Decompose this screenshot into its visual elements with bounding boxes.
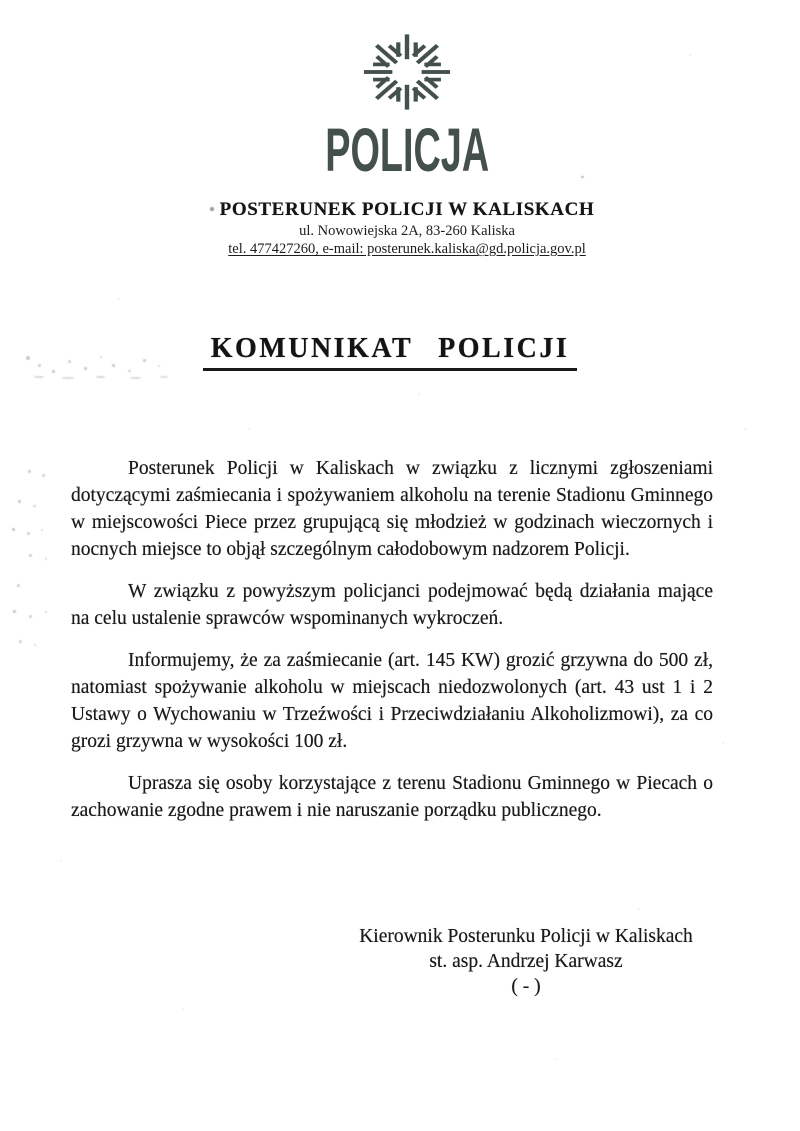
police-wordmark: POLICJA [325, 116, 489, 184]
signature-block [350, 924, 702, 999]
paragraph-fines: Informujemy, że za zaśmiecanie (art. 145 KW) grozić grzywna do 500 zł, natomiast spożywanie alkoholu w miejscach niedozwolonych (art. 43 ust 1 i 2 Ustawy o Wychowaniu w Trzeźwości i Przeciwdziałaniu Alkoholizmowi), za co grozi grzywna w wysokości 100 zł. [71, 650, 713, 752]
document-title: KOMUNIKAT POLICJI [203, 333, 578, 371]
letterhead [7, 199, 800, 258]
title-row [0, 333, 790, 371]
police-wordmark-row [7, 116, 800, 184]
paragraph-intro: Posterunek Policji w Kaliskach w związku z licznymi zgłoszeniami dotyczącymi zaśmiecania i spożywaniem alkoholu na terenie Stadionu Gminnego w miejscowości Piece przez grupującą się młodzież w godzinach wieczornych i nocnych miejsce to objął szczególnym całodobowym nadzorem Policji. [71, 458, 713, 560]
signature-role: Kierownik Posterunku Policji w Kaliskach [359, 926, 693, 947]
paragraph-actions: W związku z powyższym policjanci podejmować będą działania mające na celu ustalenie sprawców wspominanych wykroczeń. [71, 581, 713, 629]
unit-name: POSTERUNEK POLICJI W KALISKACH [219, 199, 595, 220]
address-line: ul. Nowowiejska 2A, 83-260 Kaliska [299, 223, 515, 239]
signature-name: st. asp. Andrzej Karwasz [429, 951, 623, 972]
contact-line: tel. 477427260, e-mail: posterunek.kaliska@gd.policja.gov.pl [228, 241, 586, 257]
paragraph-appeal: Uprasza się osoby korzystające z terenu Stadionu Gminnego w Piecach o zachowanie zgodne prawem i nie naruszanie porządku publicznego. [71, 773, 713, 821]
signature-mark: ( - ) [511, 976, 541, 997]
police-star-icon [7, 24, 800, 120]
police-logo [7, 24, 800, 184]
document-body [71, 455, 713, 839]
